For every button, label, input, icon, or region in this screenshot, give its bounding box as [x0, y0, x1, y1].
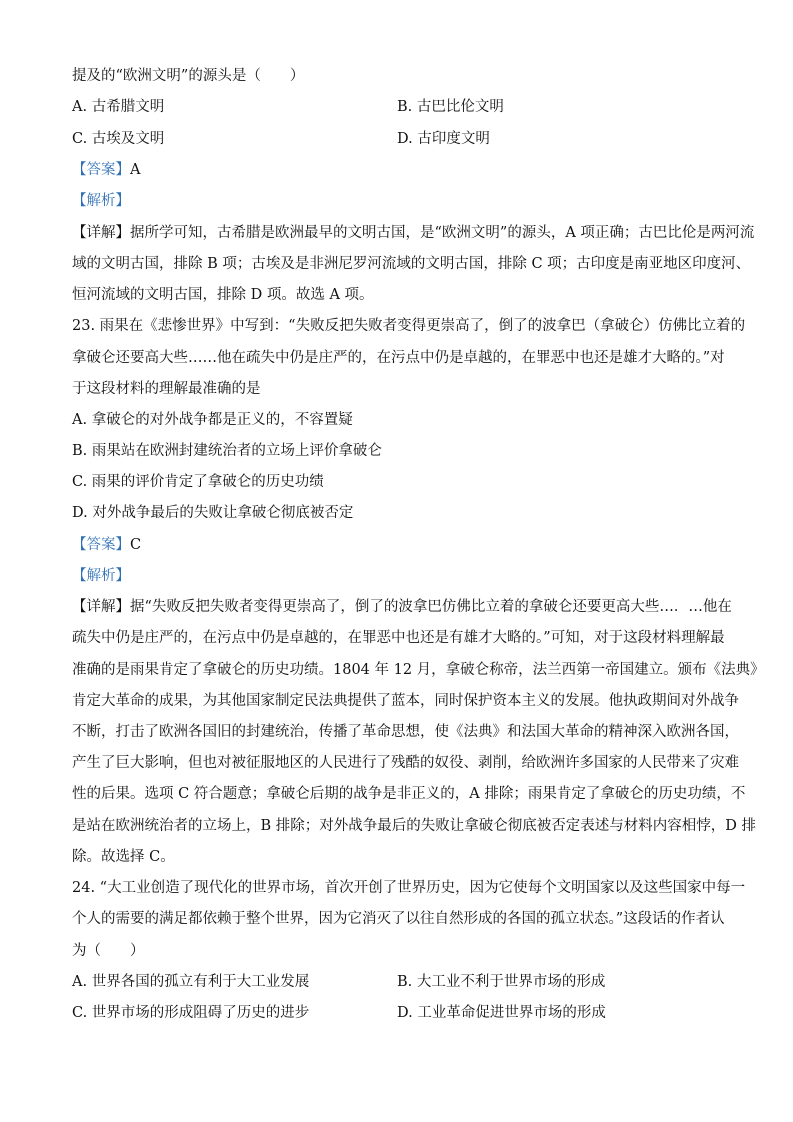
q23-option-d: D. 对外战争最后的失败让拿破仑彻底被否定 — [72, 505, 354, 521]
q23-detail-line-6: 产生了巨大影响，但也对被征服地区的人民进行了残酷的奴役、剥削，给欧洲许多国家的人民带来了灾难 — [72, 755, 739, 771]
q23-stem-line-1: 23. 雨果在《悲惨世界》中写到：“失败反把失败者变得更崇高了，倒了的波拿巴（拿破仑）仿佛比立着的 — [72, 318, 746, 334]
q22-detail-line-3: 恒河流域的文明古国，排除 D 项。故选 A 项。 — [72, 287, 374, 303]
q22-option-b: B. 古巴比伦文明 — [397, 99, 504, 115]
q22-stem: 提及的“欧洲文明”的源头是（ ） — [72, 68, 305, 84]
q24-option-a: A. 世界各国的孤立有利于大工业发展 — [72, 974, 310, 990]
q24-stem-line-2: 个人的需要的满足都依赖于整个世界，因为它消灭了以往自然形成的各国的孤立状态。”这段话的作者认 — [72, 911, 725, 927]
detail-label: 【详解】 — [72, 225, 130, 241]
q23-stem-line-2: 拿破仑还要高大些……他在疏失中仍是庄严的，在污点中仍是卓越的，在罪恶中也还是雄才大略的。”对 — [72, 350, 725, 366]
q23-option-b: B. 雨果站在欧洲封建统治者的立场上评价拿破仑 — [72, 443, 382, 459]
q23-analysis-label: 【解析】 — [72, 568, 130, 584]
q23-stem-line-3: 于这段材料的理解最准确的是 — [72, 381, 261, 397]
detail-text: 据所学可知，古希腊是欧洲最早的文明古国，是“欧洲文明”的源头，A 项正确；古巴比伦是两河流 — [130, 225, 755, 241]
q22-answer — [72, 160, 140, 180]
q23-detail-line-4: 肯定大革命的成果，为其他国家制定民法典提供了蓝本，同时保护资本主义的发展。他执政期间对外战争 — [72, 693, 739, 709]
q23-detail-line-9: 除。故选择 C。 — [72, 849, 175, 865]
q22-detail-line-1 — [72, 223, 755, 243]
q23-option-a: A. 拿破仑的对外战争都是正义的，不容置疑 — [72, 412, 353, 428]
q24-stem-line-3: 为（ ） — [72, 943, 145, 959]
q23-detail-line-2: 疏失中仍是庄严的，在污点中仍是卓越的，在罪恶中也还是有雄才大略的。”可知，对于这段材料理解最 — [72, 630, 725, 646]
answer-label: 【答案】 — [72, 537, 130, 553]
answer-value: C — [130, 537, 142, 553]
q22-analysis-label: 【解析】 — [72, 193, 130, 209]
q22-option-a: A. 古希腊文明 — [72, 99, 165, 115]
q23-detail-line-3: 准确的是雨果肯定了拿破仑的历史功绩。1804 年 12 月，拿破仑称帝，法兰西第一帝国建立。颁布《法典》 — [72, 662, 765, 678]
q22-option-c: C. 古埃及文明 — [72, 131, 165, 147]
answer-value: A — [130, 162, 141, 178]
q22-option-d: D. 古印度文明 — [397, 131, 490, 147]
q23-detail-line-7: 性的后果。选项 C 符合题意；拿破仑后期的战争是非正义的，A 排除；雨果肯定了拿破仑的历史功绩，不 — [72, 786, 746, 802]
detail-label: 【详解】 — [72, 599, 130, 615]
q24-option-c: C. 世界市场的形成阻碍了历史的进步 — [72, 1005, 310, 1021]
q23-answer — [72, 535, 141, 555]
detail-text: 据“失败反把失败者变得更崇高了，倒了的波拿巴仿佛比立着的拿破仑还要更高大些…．…他在 — [130, 599, 732, 615]
q24-option-d: D. 工业革命促进世界市场的形成 — [397, 1005, 606, 1021]
q23-detail-line-8: 是站在欧洲统治者的立场上，B 排除；对外战争最后的失败让拿破仑彻底被否定表述与材料内容相悖，D 排 — [72, 818, 756, 834]
q23-option-c: C. 雨果的评价肯定了拿破仑的历史功绩 — [72, 474, 324, 490]
q24-option-b: B. 大工业不利于世界市场的形成 — [397, 974, 606, 990]
q23-detail-line-5: 不断，打击了欧洲各国旧的封建统治，传播了革命思想，使《法典》和法国大革命的精神深入欧洲各国， — [72, 724, 739, 740]
answer-label: 【答案】 — [72, 162, 130, 178]
q23-detail-line-1 — [72, 597, 732, 617]
q24-stem-line-1: 24. “大工业创造了现代化的世界市场，首次开创了世界历史，因为它使每个文明国家以及这些国家中每一 — [72, 880, 746, 896]
q22-detail-line-2: 域的文明古国，排除 B 项；古埃及是非洲尼罗河流域的文明古国，排除 C 项；古印度是南亚地区印度河、 — [72, 256, 751, 272]
